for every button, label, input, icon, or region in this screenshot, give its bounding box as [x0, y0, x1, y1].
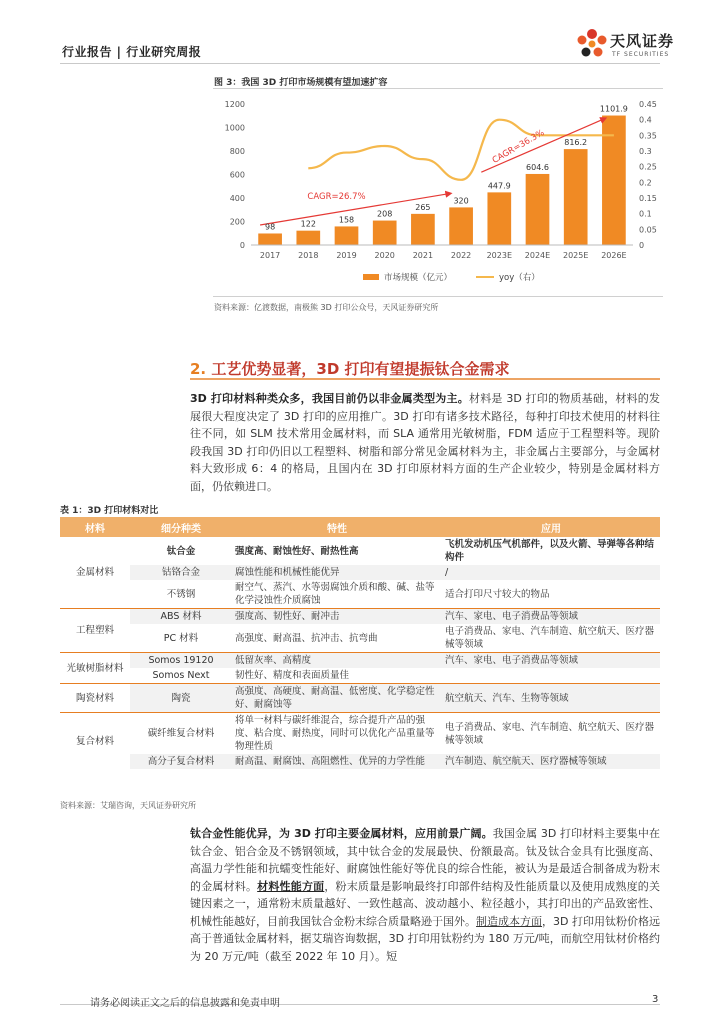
table-feature-cell: 耐高温、耐腐蚀、高阻燃性、优异的力学性能: [232, 754, 442, 769]
table-category-cell: 复合材料: [60, 713, 130, 770]
inline-heading-performance: 材料性能方面: [257, 879, 325, 893]
table-row: [60, 609, 660, 625]
table-subtype-cell: 不锈钢: [166, 588, 196, 600]
table-row: [60, 754, 660, 769]
paragraph-body: ，粉末质量是影响最终打印部件结构及性能质量以及使用成熟度的关键因素之一，通常粉末质量越好、一致性越高、波动越小、粒径越小，其打印出的产品致密性、机械性能越好，目前我国钛合金粉末综合质量略逊于国外。: [190, 879, 661, 928]
y-right-tick-label: 0.35: [639, 131, 657, 141]
bar-data-label: 265: [415, 202, 431, 212]
table-row: [60, 653, 660, 669]
section-number: 2.: [190, 360, 207, 378]
x-tick-label: 2021: [412, 251, 434, 260]
figure-source: 资料来源：亿渡数据，南极熊 3D 打印公众号，天风证券研究所: [214, 303, 439, 312]
table-subtype-cell: 钛合金: [166, 545, 196, 557]
table-category-cell: 工程塑料: [60, 609, 130, 653]
x-tick-label: 2020: [374, 251, 395, 260]
logo-name: 天风证券: [610, 32, 675, 50]
logo-subtitle: TF SECURITIES: [612, 51, 670, 58]
legend-label: 市场规模（亿元）: [384, 273, 453, 283]
table-feature-cell: 高强度、高硬度、耐高温、低密度、化学稳定性好、耐腐蚀等: [232, 684, 442, 713]
y-right-tick-label: 0.45: [639, 100, 657, 109]
x-tick-label: 2026E: [601, 251, 627, 260]
x-tick-label: 2025E: [562, 251, 589, 260]
table-subtype-cell: 陶瓷: [130, 684, 232, 713]
table-application-cell: 电子消费品、家电、汽车制造、航空航天、医疗器械等领域: [445, 626, 655, 650]
bar-data-label: 208: [377, 209, 393, 219]
y-left-tick-label: 0: [239, 241, 245, 250]
table-feature-cell: 腐蚀性能和机械性能优异: [232, 565, 442, 580]
y-right-tick-label: 0: [639, 241, 645, 250]
paragraph-body: 材料是 3D 打印的物质基础，材料的发展很大程度决定了 3D 打印的应用推广。3D 打印有诸多技术路径，每种打印技术使用的材料往往不同，如 SLM 技术常用金属材料，而 SLA 通常用光敏树脂，FDM 适应于工程塑料等。现阶段我国 3D 打印仍旧以工程塑料、树脂和部分常见金属材料为主，非金属占主要部分，与金属材料大致形成 6：4 的格局，且国内在 3D 打印原材料方面的生产企业较少，特别是金属材料方面，仍依赖进口。: [190, 392, 660, 493]
table-feature-cell: 低留灰率、高精度: [232, 653, 442, 669]
bar: [449, 207, 473, 245]
paragraph-materials: [190, 390, 660, 495]
table-header-cell: 特性: [232, 517, 442, 537]
paragraph-lead: 钛合金性能优异，为 3D 打印主要金属材料，应用前景广阔。: [190, 827, 493, 840]
table-header-cell: 应用: [442, 517, 660, 537]
table-feature-cell: 耐空气、蒸汽、水等弱腐蚀介质和酸、碱、盐等化学浸蚀性介质腐蚀: [235, 582, 435, 606]
table-row: [60, 624, 660, 653]
legend-swatch-bar: [363, 274, 379, 280]
x-tick-label: 2022: [450, 251, 472, 260]
table-category-cell: 陶瓷材料: [60, 684, 130, 713]
y-left-tick-label: 200: [229, 217, 245, 227]
figure-top-rule: [213, 88, 663, 89]
bar-data-label: 447.9: [487, 181, 511, 191]
table-subtype-cell: Somos 19120: [130, 653, 232, 669]
y-right-tick-label: 0.25: [639, 162, 657, 172]
section-title: [190, 358, 510, 379]
y-left-tick-label: 1200: [224, 100, 245, 109]
paragraph-body: ，3D 打印用钛粉价格远高于普通钛金属材料，据艾瑞咨询数据，3D 打印用钛粉约为 180 万元/吨，而航空用钛材价格约为 20 万元/吨（截至 2022 年 10 月）。短: [190, 914, 661, 963]
logo-flower-icon: [572, 26, 612, 62]
table-header-cell: 细分种类: [130, 517, 232, 537]
figure-title: 图 3：我国 3D 打印市场规模有望加速扩容: [214, 78, 388, 88]
table-row: [60, 684, 660, 713]
paragraph-titanium: [190, 825, 660, 965]
x-tick-label: 2024E: [524, 251, 551, 260]
table-header-row: [60, 517, 660, 537]
table-row: [60, 537, 660, 565]
section-title-text: 工艺优势显著，3D 打印有望提振钛合金需求: [211, 360, 510, 378]
y-left-tick-label: 400: [229, 194, 245, 203]
y-right-tick-label: 0.2: [639, 178, 652, 188]
table-feature-cell: 强度高、韧性好、耐冲击: [232, 609, 442, 625]
y-left-tick-label: 800: [229, 147, 245, 156]
bar-data-label: 122: [300, 219, 316, 229]
bar: [564, 149, 588, 245]
bar: [258, 233, 282, 245]
bar-data-label: 158: [338, 215, 355, 225]
table-application-cell: 电子消费品、家电、汽车制造、航空航天、医疗器械等领域: [442, 713, 660, 755]
bar-data-label: 816.2: [564, 138, 588, 148]
table-source: 资料来源：艾瑞咨询，天风证券研究所: [60, 801, 196, 810]
table-application-cell: [442, 668, 660, 684]
bar-data-label: 320: [453, 196, 469, 206]
table-subtype-cell: ABS 材料: [130, 609, 232, 625]
table-title: 表 1：3D 打印材料对比: [60, 506, 159, 516]
table-category-cell: 光敏树脂材料: [60, 653, 130, 684]
figure-bottom-rule: [213, 296, 663, 297]
section-divider: [190, 378, 660, 380]
table-application-cell: /: [442, 565, 660, 580]
table-feature-cell: 高强度、耐高温、抗冲击、抗弯曲: [235, 632, 378, 644]
x-tick-label: 2018: [298, 251, 319, 260]
x-tick-label: 2023E: [486, 251, 513, 260]
y-right-tick-label: 0.4: [639, 115, 652, 125]
y-right-tick-label: 0.15: [639, 194, 657, 203]
bar-data-label: 98: [265, 222, 276, 232]
table-feature-cell: 韧性好、精度和表面质量佳: [235, 670, 350, 681]
bar-data-label: 604.6: [526, 162, 549, 172]
page-number: 3: [652, 994, 659, 1005]
bar: [487, 192, 511, 245]
table-application-cell: 飞机发动机压气机部件，以及火箭、导弹等各种结构件: [445, 539, 655, 563]
y-right-tick-label: 0.05: [639, 225, 657, 235]
footer-disclaimer: 请务必阅读正文之后的信息披露和免责申明: [90, 998, 280, 1009]
inline-heading-cost: 制造成本方面: [476, 914, 543, 928]
table-header-cell: 材料: [60, 517, 130, 537]
table-subtype-cell: Somos Next: [152, 670, 210, 681]
table-application-cell: 汽车制造、航空航天、医疗器械等领域: [442, 754, 660, 769]
table-application-cell: 航空航天、汽车、生物等领域: [442, 684, 660, 713]
table-subtype-cell: 碳纤维复合材料: [130, 713, 232, 755]
table-category-cell: 金属材料: [75, 567, 114, 578]
table-application-cell: 汽车、家电、电子消费品等领域: [442, 653, 660, 669]
y-left-tick-label: 1000: [224, 123, 245, 133]
header-divider: [60, 63, 660, 64]
bar: [526, 174, 550, 245]
cagr-annotation: CAGR=36.3%: [490, 128, 547, 166]
bar-data-label: 1101.9: [599, 104, 628, 114]
y-right-tick-label: 0.3: [639, 147, 652, 156]
table-feature-cell: 强度高、耐蚀性好、耐热性高: [235, 545, 359, 557]
bar: [335, 226, 359, 245]
table-application-cell: 汽车、家电、电子消费品等领域: [442, 609, 660, 625]
table-row: [60, 668, 660, 684]
report-type-label: 行业报告 | 行业研究周报: [62, 45, 202, 59]
paragraph-lead: 3D 打印材料种类众多，我国目前仍以非金属类型为主。: [190, 392, 469, 405]
market-size-chart: [213, 92, 663, 292]
table-application-cell: 适合打印尺寸较大的物品: [445, 588, 550, 600]
table-row: [60, 580, 660, 609]
legend-label: yoy（右）: [499, 273, 540, 283]
bar: [373, 221, 397, 245]
x-tick-label: 2019: [336, 251, 357, 260]
table-subtype-cell: 钴铬合金: [130, 565, 232, 580]
paragraph-body: 我国金属 3D 打印材料主要集中在钛合金、铝合金及不锈钢领域，其中钛合金的发展最快、份额最高。钛及钛合金具有比强度高、高温力学性能和抗蠕变性能好、耐腐蚀性能好等优良的综合性能，被认为是最适合制备成为粉末的金属材料。: [190, 827, 660, 893]
cagr-annotation: CAGR=26.7%: [307, 192, 366, 203]
table-row: [60, 713, 660, 755]
y-left-tick-label: 600: [229, 170, 245, 180]
table-feature-cell: 将单一材料与碳纤维混合，综合提升产品的强度、粘合度、耐热度，同时可以优化产品重量等物理性质: [232, 713, 442, 755]
x-tick-label: 2017: [259, 251, 281, 260]
bar: [296, 231, 320, 245]
table-subtype-cell: 高分子复合材料: [130, 754, 232, 769]
bar: [411, 214, 435, 245]
table-row: [60, 565, 660, 580]
materials-table: [60, 517, 660, 769]
y-right-tick-label: 0.1: [639, 209, 652, 219]
table-subtype-cell: PC 材料: [163, 632, 199, 644]
